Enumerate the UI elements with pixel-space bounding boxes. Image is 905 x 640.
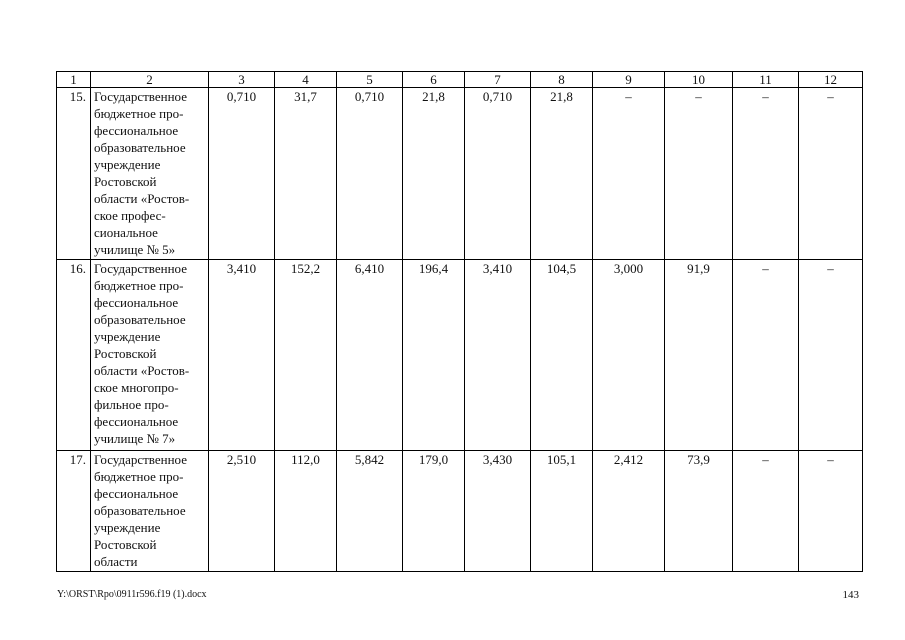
name-line: сиональное [94, 225, 158, 240]
value-cell: – [799, 451, 863, 572]
name-line: области «Ростов- [94, 363, 190, 378]
name-line: фессиональное [94, 123, 179, 138]
row-number: 15. [57, 88, 91, 260]
header-cell: 9 [593, 72, 665, 88]
name-line: образовательное [94, 503, 186, 518]
name-line: бюджетное про- [94, 278, 184, 293]
name-line: училище № 5» [94, 242, 176, 257]
data-table [56, 71, 863, 572]
value-cell: 0,710 [337, 88, 403, 260]
value-cell: 2,412 [593, 451, 665, 572]
name-line: бюджетное про- [94, 106, 184, 121]
name-line: Государственное [94, 261, 187, 276]
header-cell: 3 [209, 72, 275, 88]
name-line: образовательное [94, 312, 186, 327]
value-cell: 21,8 [531, 88, 593, 260]
name-line: образовательное [94, 140, 186, 155]
table-row [57, 260, 863, 451]
value-cell: 3,430 [465, 451, 531, 572]
name-line: фессиональное [94, 486, 179, 501]
value-cell: 2,510 [209, 451, 275, 572]
value-cell: 104,5 [531, 260, 593, 451]
header-cell: 4 [275, 72, 337, 88]
value-cell: – [799, 88, 863, 260]
value-cell: 3,410 [209, 260, 275, 451]
value-cell: 73,9 [665, 451, 733, 572]
value-cell: 3,410 [465, 260, 531, 451]
name-line: Ростовской [94, 346, 157, 361]
value-cell: 196,4 [403, 260, 465, 451]
name-line: Ростовской [94, 174, 157, 189]
header-cell: 10 [665, 72, 733, 88]
header-cell: 11 [733, 72, 799, 88]
institution-name [91, 451, 209, 572]
name-line: фессиональное [94, 295, 179, 310]
value-cell: 3,000 [593, 260, 665, 451]
value-cell: – [593, 88, 665, 260]
row-number: 17. [57, 451, 91, 572]
value-cell: 179,0 [403, 451, 465, 572]
value-cell: 21,8 [403, 88, 465, 260]
name-line: учреждение [94, 520, 161, 535]
value-cell: – [733, 260, 799, 451]
value-cell: 91,9 [665, 260, 733, 451]
value-cell: 31,7 [275, 88, 337, 260]
institution-name [91, 260, 209, 451]
value-cell: 0,710 [465, 88, 531, 260]
header-cell: 7 [465, 72, 531, 88]
value-cell: – [733, 88, 799, 260]
header-cell: 2 [91, 72, 209, 88]
header-cell: 6 [403, 72, 465, 88]
institution-name [91, 88, 209, 260]
header-cell: 1 [57, 72, 91, 88]
row-number: 16. [57, 260, 91, 451]
value-cell: 0,710 [209, 88, 275, 260]
name-line: области «Ростов- [94, 191, 190, 206]
value-cell: 105,1 [531, 451, 593, 572]
header-cell: 5 [337, 72, 403, 88]
value-cell: – [665, 88, 733, 260]
value-cell: – [799, 260, 863, 451]
name-line: фильное про- [94, 397, 169, 412]
value-cell: 6,410 [337, 260, 403, 451]
name-line: бюджетное про- [94, 469, 184, 484]
value-cell: 112,0 [275, 451, 337, 572]
name-line: области [94, 554, 138, 569]
name-line: учреждение [94, 329, 161, 344]
name-line: фессиональное [94, 414, 179, 429]
page-number: 143 [842, 589, 859, 601]
table-row [57, 88, 863, 260]
header-cell: 8 [531, 72, 593, 88]
name-line: Государственное [94, 452, 187, 467]
name-line: Государственное [94, 89, 187, 104]
header-cell: 12 [799, 72, 863, 88]
value-cell: – [733, 451, 799, 572]
name-line: ское профес- [94, 208, 166, 223]
name-line: училище № 7» [94, 431, 176, 446]
footer-file-path: Y:\ORST\Rpo\0911r596.f19 (1).docx [57, 589, 207, 600]
value-cell: 5,842 [337, 451, 403, 572]
name-line: ское многопро- [94, 380, 179, 395]
header-row [57, 72, 863, 88]
name-line: учреждение [94, 157, 161, 172]
value-cell: 152,2 [275, 260, 337, 451]
name-line: Ростовской [94, 537, 157, 552]
table-row [57, 451, 863, 572]
